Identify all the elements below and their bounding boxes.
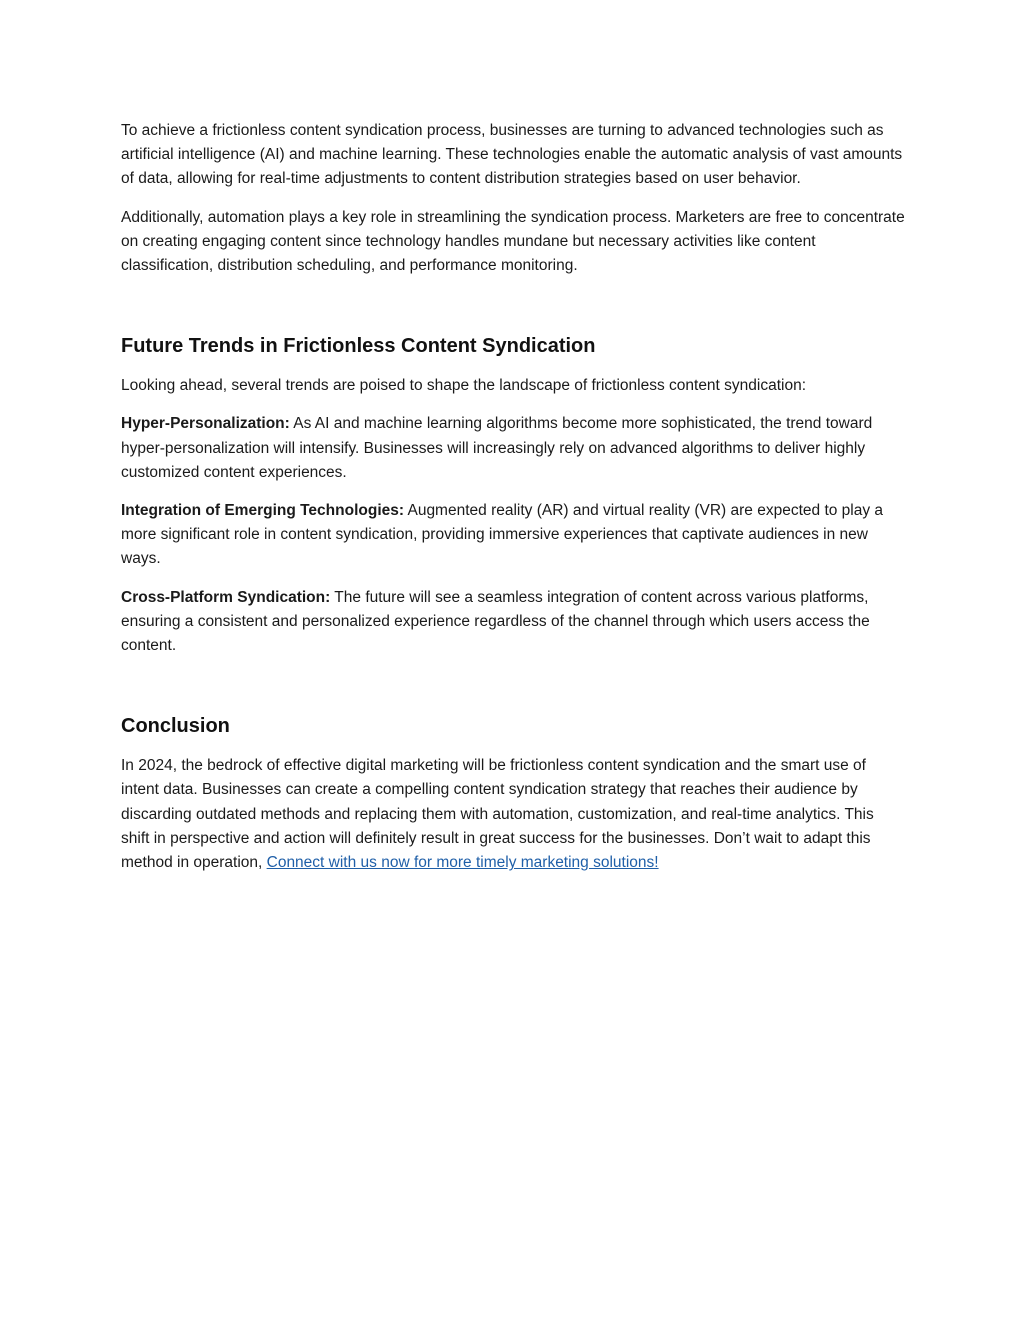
trend-term: Hyper-Personalization: — [121, 415, 290, 433]
future-trends-lead: Looking ahead, several trends are poised to shape the landscape of frictionless content syndication: — [121, 377, 807, 395]
contact-link[interactable]: Connect with us now for more timely marketing solutions! — [266, 854, 659, 872]
intro-paragraph-automation: Additionally, automation plays a key role in streamlining the syndication process. Marketers are free to concentrate on creating engaging content since technology handles mundane but necessary activities like content classification, distribution scheduling, and performance monitoring. — [121, 208, 905, 275]
trend-cross-platform — [121, 586, 906, 659]
section-spacer — [121, 672, 906, 712]
trend-term: Integration of Emerging Technologies: — [121, 502, 405, 520]
conclusion-heading: Conclusion — [121, 715, 230, 738]
section-spacer — [121, 292, 906, 332]
trend-text: Augmented reality (AR) and virtual reality (VR) are expected to play a more significant role in content syndication, providing immersive experiences that captivate audiences in new ways. — [121, 502, 884, 568]
document-page — [121, 119, 906, 889]
trend-hyper-personalization — [121, 412, 906, 485]
trend-emerging-technologies — [121, 499, 906, 572]
intro-paragraph-ai: To achieve a frictionless content syndication process, businesses are turning to advanced technologies such as artificial intelligence (AI) and machine learning. These technologies enable the automatic analysis of vast amounts of data, allowing for real-time adjustments to content distribution strategies based on user behavior. — [121, 122, 903, 188]
conclusion-text: In 2024, the bedrock of effective digital marketing will be frictionless content syndication and the smart use of intent data. Businesses can create a compelling content syndication strategy that reaches their audience by discarding outdated methods and replacing them with automation, customization, and real-time analytics. This shift in perspective and action will definitely result in great success for the businesses. Don’t wait to adapt this method in operation, — [121, 757, 874, 872]
trend-text: As AI and machine learning algorithms become more sophisticated, the trend toward hyper-personalization will intensify. Businesses will increasingly rely on advanced algorithms to deliver highly customized content experiences. — [121, 415, 873, 481]
future-trends-heading: Future Trends in Frictionless Content Syndication — [121, 335, 596, 358]
conclusion-paragraph — [121, 754, 906, 875]
trend-text: The future will see a seamless integration of content across various platforms, ensuring a consistent and personalized experience regardless of the channel through which users access the content. — [121, 588, 870, 655]
trend-term: Cross-Platform Syndication: — [121, 588, 331, 606]
